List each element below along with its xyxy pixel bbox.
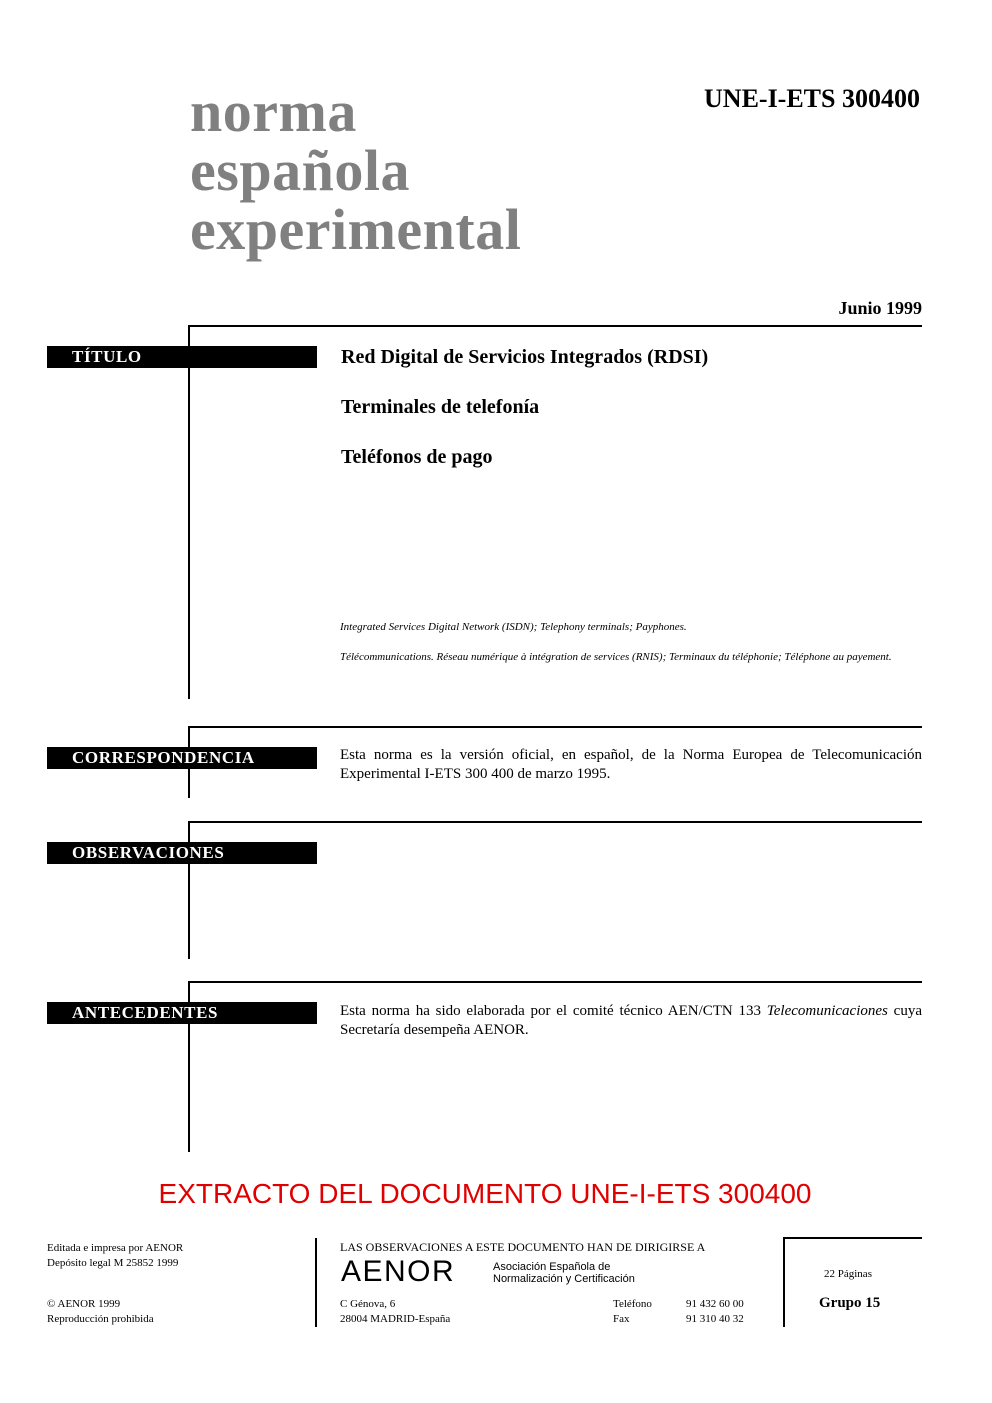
observaciones-note: LAS OBSERVACIONES A ESTE DOCUMENTO HAN DE DIRIGIRSE A bbox=[340, 1240, 706, 1254]
document-type-title bbox=[190, 79, 522, 262]
correspondencia-label: CORRESPONDENCIA bbox=[47, 747, 317, 769]
correspondencia-text: Esta norma es la versión oficial, en español, de la Norma Europea de Telecomunicación Experimental I-ETS 300 400 de marzo 1995. bbox=[340, 747, 922, 782]
aenor-name-line-2: Normalización y Certificación bbox=[493, 1273, 635, 1285]
antecedentes-label: ANTECEDENTES bbox=[47, 1002, 317, 1024]
legal-deposit: Depósito legal M 25852 1999 bbox=[47, 1257, 179, 1269]
price-group: Grupo 15 bbox=[819, 1295, 881, 1311]
titulo-line-3: Teléfonos de pago bbox=[341, 446, 493, 468]
footer-box-top-rule bbox=[783, 1237, 922, 1239]
titulo-top-rule bbox=[188, 325, 922, 327]
correspondencia-top-rule bbox=[188, 726, 922, 728]
aenor-name-line-1: Asociación Española de bbox=[493, 1261, 611, 1273]
telefono-label: Teléfono bbox=[613, 1298, 652, 1310]
title-line-3: experimental bbox=[190, 197, 522, 262]
edited-by: Editada e impresa por AENOR bbox=[47, 1242, 184, 1254]
contact-labels bbox=[613, 1297, 652, 1327]
titulo-side-rule bbox=[188, 325, 190, 699]
footer-copyright bbox=[47, 1297, 154, 1327]
footer-right-divider bbox=[783, 1237, 785, 1327]
titulo-label: TÍTULO bbox=[47, 346, 317, 368]
address-street: C Génova, 6 bbox=[340, 1298, 396, 1310]
fax-label: Fax bbox=[613, 1313, 630, 1325]
reproduction-notice: Reproducción prohibida bbox=[47, 1313, 154, 1325]
address-city: 28004 MADRID-España bbox=[340, 1313, 451, 1325]
antecedentes-text-start: Esta norma ha sido elaborada por el comité técnico AEN/CTN 133 bbox=[340, 1003, 767, 1019]
contact-numbers bbox=[686, 1297, 744, 1327]
titulo-line-2: Terminales de telefonía bbox=[341, 396, 540, 418]
titulo-english: Integrated Services Digital Network (ISDN); Telephony terminals; Payphones. bbox=[340, 621, 687, 633]
titulo-french: Télécommunications. Réseau numérique à intégration de services (RNIS); Terminaux du téléphonie; Téléphone au payement. bbox=[340, 651, 892, 663]
title-line-2: española bbox=[190, 138, 410, 203]
title-line-1: norma bbox=[190, 79, 357, 144]
antecedentes-top-rule bbox=[188, 981, 922, 983]
antecedentes-text-end: cuya Secretaría desempeña AENOR. bbox=[340, 1003, 922, 1038]
fax-number: 91 310 40 32 bbox=[686, 1313, 744, 1325]
footer-edition-info bbox=[47, 1241, 183, 1271]
footer-left-divider bbox=[315, 1238, 317, 1327]
telefono-number: 91 432 60 00 bbox=[686, 1298, 744, 1310]
copyright: © AENOR 1999 bbox=[47, 1298, 121, 1310]
publication-date: Junio 1999 bbox=[838, 298, 922, 318]
extract-watermark: EXTRACTO DEL DOCUMENTO UNE-I-ETS 300400 bbox=[158, 1178, 812, 1209]
aenor-full-name bbox=[493, 1261, 635, 1285]
observaciones-top-rule bbox=[188, 821, 922, 823]
antecedentes-committee-name: Telecomunicaciones bbox=[766, 1003, 888, 1019]
antecedentes-text bbox=[340, 1002, 922, 1040]
standard-code: UNE-I-ETS 300400 bbox=[704, 84, 920, 113]
titulo-line-1: Red Digital de Servicios Integrados (RDSI) bbox=[341, 346, 709, 368]
page-count: 22 Páginas bbox=[824, 1268, 872, 1280]
observaciones-label: OBSERVACIONES bbox=[47, 842, 317, 864]
aenor-address bbox=[340, 1297, 450, 1327]
aenor-logo: AENOR bbox=[341, 1255, 456, 1288]
